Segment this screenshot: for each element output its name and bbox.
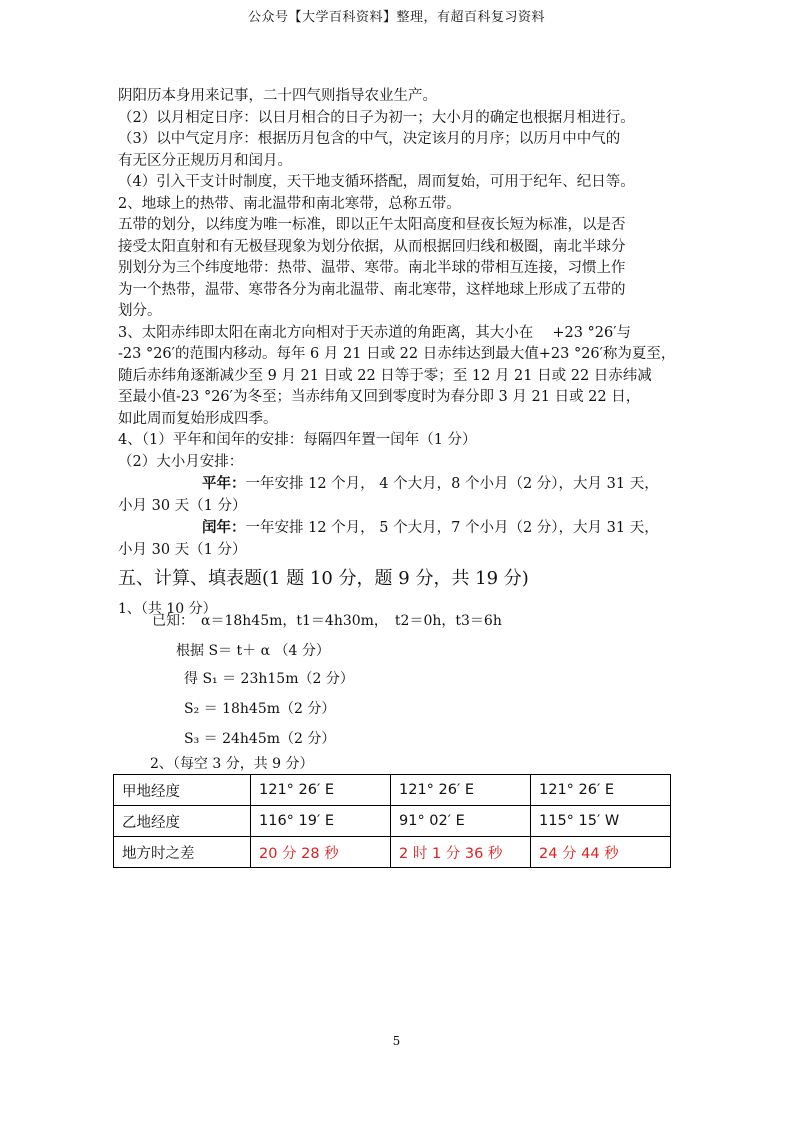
table-cell: 91° 02′ E [391, 806, 531, 837]
common-year-cont: 小月 30 天（1 分） [118, 497, 247, 514]
paragraph-line: （3）以中气定月序：根据历月包含的中气，决定该月的月序；以历月中中气的 [118, 131, 621, 147]
paragraph-line: （4）引入干支计时制度，天干地支循环搭配，周而复始，可用于纪年、纪日等。 [118, 174, 635, 190]
leap-year-label: 闰年： [202, 519, 246, 536]
table-cell: 116° 19′ E [251, 806, 391, 837]
paragraph-line: 如此周而复始形成四季。 [118, 410, 278, 427]
known-values: 已知： α＝18h45m，t1＝4h30m， t2＝0h，t3＝6h [152, 613, 502, 629]
question-2-title: 2、（每空 3 分，共 9 分） [150, 756, 314, 772]
body-text [118, 86, 678, 621]
table-row [114, 775, 671, 806]
paragraph-line: 划分。 [118, 303, 162, 319]
table-cell: 121° 26′ E [391, 775, 531, 806]
answer-cell: 2 时 1 分 36 秒 [391, 837, 531, 868]
answer-cell: 20 分 28 秒 [251, 837, 391, 868]
paragraph-line: 4、（1）平年和闰年的安排：每隔四年置一闰年（1 分） [118, 432, 477, 448]
row-label: 地方时之差 [114, 837, 251, 868]
common-year-line [118, 473, 678, 496]
table-row [114, 806, 671, 837]
paragraph-line: 2、地球上的热带、南北温带和南北寒带，总称五带。 [118, 195, 461, 212]
result-s2: S₂ ＝ 18h45m（2 分） [184, 701, 336, 717]
paragraph-line: 五带的划分，以纬度为唯一标准，即以正午太阳高度和昼夜长短为标准，以是否 [118, 217, 626, 233]
paragraph-line: 随后赤纬角逐渐减少至 9 月 21 日或 22 日等于零；至 12 月 21 日或 22 日赤纬减 [118, 367, 652, 384]
leap-year-line [118, 517, 678, 540]
paragraph-line: 3、太阳赤纬即太阳在南北方向相对于天赤道的角距离，其大小在 +23 °26′与 [118, 324, 632, 341]
paragraph-line: 阴阳历本身用来记事，二十四气则指导农业生产。 [118, 88, 437, 104]
longitude-table [113, 774, 671, 868]
question-1-title: 1、（共 10 分） [118, 601, 217, 617]
paragraph-line: （2）以月相定日序：以日月相合的日子为初一；大小月的确定也根据月相进行。 [118, 109, 635, 126]
common-year-label: 平年： [202, 475, 246, 492]
result-s3: S₃ ＝ 24h45m（2 分） [184, 731, 336, 747]
paragraph-line: 有无区分正规历月和闰月。 [118, 152, 292, 169]
page-number: 5 [392, 1034, 401, 1048]
table-cell: 115° 15′ W [531, 806, 671, 837]
answer-cell: 24 分 44 秒 [531, 837, 671, 868]
section-heading: 五、计算、填表题(1 题 10 分，题 9 分，共 19 分) [118, 568, 529, 589]
row-label: 乙地经度 [114, 806, 251, 837]
table-cell: 121° 26′ E [251, 775, 391, 806]
row-label: 甲地经度 [114, 775, 251, 806]
leap-year-text: 一年安排 12 个月， 5 个大月，7 个小月（2 分），大月 31 天， [245, 520, 659, 536]
leap-year-cont: 小月 30 天（1 分） [118, 541, 247, 558]
paragraph-line: 接受太阳直射和有无极昼现象为划分依据，从而根据回归线和极圈，南北半球分 [118, 238, 626, 255]
paragraph-line: （2）大小月安排： [118, 453, 244, 470]
result-s1: 得 S₁ ＝ 23h15m（2 分） [184, 671, 354, 687]
paragraph-line: -23 °26′的范围内移动。每年 6 月 21 日或 22 日赤纬达到最大值+23 °26′称为夏至， [118, 346, 676, 362]
table-cell: 121° 26′ E [531, 775, 671, 806]
page-header: 公众号【大学百科资料】整理，有超百科复习资料 [247, 10, 545, 25]
table-row [114, 837, 671, 868]
common-year-text: 一年安排 12 个月， 4 个大月，8 个小月（2 分），大月 31 天， [245, 476, 659, 492]
formula-basis: 根据 S＝ t＋ α （4 分） [176, 643, 330, 659]
paragraph-line: 至最小值-23 °26′为冬至；当赤纬角又回到零度时为春分即 3 月 21 日或 22 日， [118, 389, 641, 405]
paragraph-line: 别划分为三个纬度地带：热带、温带、寒带。南北半球的带相互连接，习惯上作 [118, 260, 626, 276]
paragraph-line: 为一个热带，温带、寒带各分为南北温带、南北寒带，这样地球上形成了五带的 [118, 281, 626, 298]
